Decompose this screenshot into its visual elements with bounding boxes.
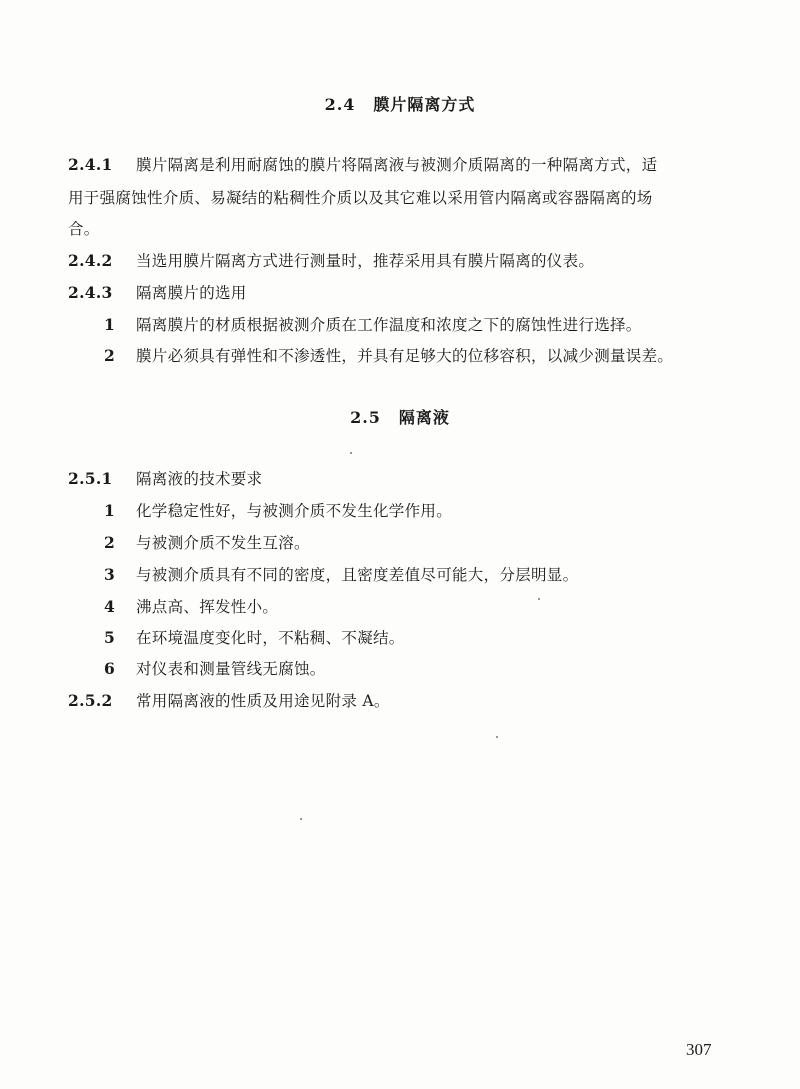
- list-item-number: 1: [104, 501, 115, 520]
- section-heading-2-4: [0, 92, 800, 115]
- clause-text: 隔离液的技术要求: [136, 470, 263, 488]
- list-item-number: 3: [104, 565, 115, 584]
- list-item-number: 5: [104, 628, 115, 647]
- clause-2-4-1-line-3: 合。: [68, 220, 100, 238]
- list-item-text: 沸点高、挥发性小。: [136, 598, 279, 616]
- clause-text: 隔离膜片的选用: [136, 284, 247, 302]
- list-item-number: 6: [104, 659, 115, 678]
- page-number: 307: [686, 1040, 712, 1059]
- clause-number: 2.5.1: [68, 469, 113, 488]
- clause-number: 2.5.2: [68, 691, 113, 710]
- clause-number: 2.4.2: [68, 251, 113, 270]
- clause-2-5-2: [68, 686, 390, 716]
- list-item-text: 与被测介质具有不同的密度，且密度差值尽可能大，分层明显。: [136, 566, 579, 584]
- section-number: 2.5: [350, 408, 381, 427]
- list-item-number: 4: [104, 597, 115, 616]
- list-item-text: 在环境温度变化时，不粘稠、不凝结。: [136, 629, 405, 647]
- list-item-text: 隔离膜片的材质根据被测介质在工作温度和浓度之下的腐蚀性进行选择。: [136, 316, 642, 334]
- scan-speck: [538, 598, 540, 600]
- list-item-text: 对仪表和测量管线无腐蚀。: [136, 660, 326, 678]
- clause-2-4-1-line-1: [68, 150, 657, 180]
- list-item-number: 1: [104, 315, 115, 334]
- section-number: 2.4: [324, 95, 356, 114]
- clause-number: 2.4.1: [68, 155, 113, 174]
- clause-2-4-1-line-2: 用于强腐蚀性介质、易凝结的粘稠性介质以及其它难以采用管内隔离或容器隔离的场: [68, 189, 653, 207]
- list-item-number: 2: [104, 346, 115, 365]
- list-item-text: 化学稳定性好，与被测介质不发生化学作用。: [136, 502, 453, 520]
- clause-text: 常用隔离液的性质及用途见附录 A。: [136, 692, 390, 710]
- scan-speck: [350, 452, 352, 454]
- clause-text: 膜片隔离是利用耐腐蚀的膜片将隔离液与被测介质隔离的一种隔离方式，适: [136, 156, 658, 174]
- clause-text: 当选用膜片隔离方式进行测量时，推荐采用具有膜片隔离的仪表。: [136, 252, 595, 270]
- section-title: 膜片隔离方式: [373, 95, 476, 114]
- list-item-number: 2: [104, 533, 115, 552]
- list-item-text: 与被测介质不发生互溶。: [136, 534, 310, 552]
- clause-2-4-2: [68, 246, 594, 276]
- clause-2-5-1: [68, 464, 262, 494]
- scan-speck: [300, 818, 302, 820]
- clause-2-4-3: [68, 278, 247, 308]
- section-title: 隔离液: [398, 408, 450, 427]
- list-item-text: 膜片必须具有弹性和不渗透性，并具有足够大的位移容积，以减少测量误差。: [136, 347, 674, 365]
- clause-number: 2.4.3: [68, 283, 113, 302]
- scan-speck: [496, 736, 498, 738]
- section-heading-2-5: [0, 405, 800, 428]
